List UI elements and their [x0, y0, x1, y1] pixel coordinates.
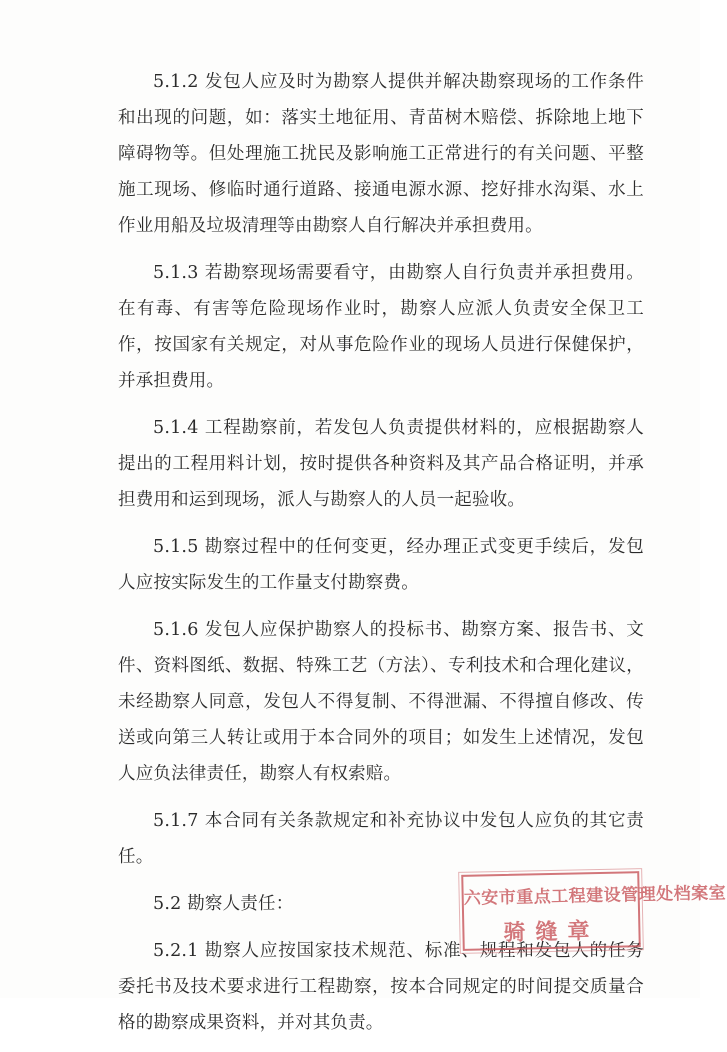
clause-5-1-4: 5.1.4 工程勘察前，若发包人负责提供材料的，应根据勘察人提出的工程用料计划，按时提供各种资料及其产品合格证明，并承担费用和运到现场，派人与勘察人的人员一起验收。 [118, 418, 644, 510]
clause-5-1-7: 5.1.7 本合同有关条款规定和补充协议中发包人应负的其它责任。 [118, 811, 644, 867]
clause-5-1-6: 5.1.6 发包人应保护勘察人的投标书、勘察方案、报告书、文件、资料图纸、数据、特殊工艺（方法）、专利技术和合理化建议，未经勘察人同意，发包人不得复制、不得泄漏、不得擅自修改、传送或向第三人转让或用于本合同外的项目；如发生上述情况，发包人应负法律责任，勘察人有权索赔。 [118, 620, 644, 784]
stamp-organization-text: 六安市重点工程建设管理处档案室 [463, 883, 727, 909]
archive-seal-stamp [461, 871, 727, 951]
clause-5-2-1: 5.2.1 勘察人应按国家技术规范、标准、规程和发包人的任务委托书及技术要求进行工程勘察，按本合同规定的时间提交质量合格的勘察成果资料，并对其负责。 [118, 941, 644, 1033]
clause-5-1-5: 5.1.5 勘察过程中的任何变更，经办理正式变更手续后，发包人应按实际发生的工作量支付勘察费。 [118, 537, 644, 593]
section-5-2-heading: 5.2 勘察人责任： [153, 894, 294, 914]
clause-5-1-2: 5.1.2 发包人应及时为勘察人提供并解决勘察现场的工作条件和出现的问题，如：落实土地征用、青苗树木赔偿、拆除地上地下障碍物等。但处理施工扰民及影响施工正常进行的有关问题、平整施工现场、修临时通行道路、接通电源水源、挖好排水沟渠、水上作业用船及垃圾清理等由勘察人自行解决并承担费用。 [118, 72, 644, 236]
stamp-seal-text: 骑缝章 [503, 918, 600, 946]
clause-5-1-3: 5.1.3 若勘察现场需要看守，由勘察人自行负责并承担费用。在有毒、有害等危险现场作业时，勘察人应派人负责安全保卫工作，按国家有关规定，对从事危险作业的现场人员进行保健保护，并承担费用。 [118, 263, 644, 391]
